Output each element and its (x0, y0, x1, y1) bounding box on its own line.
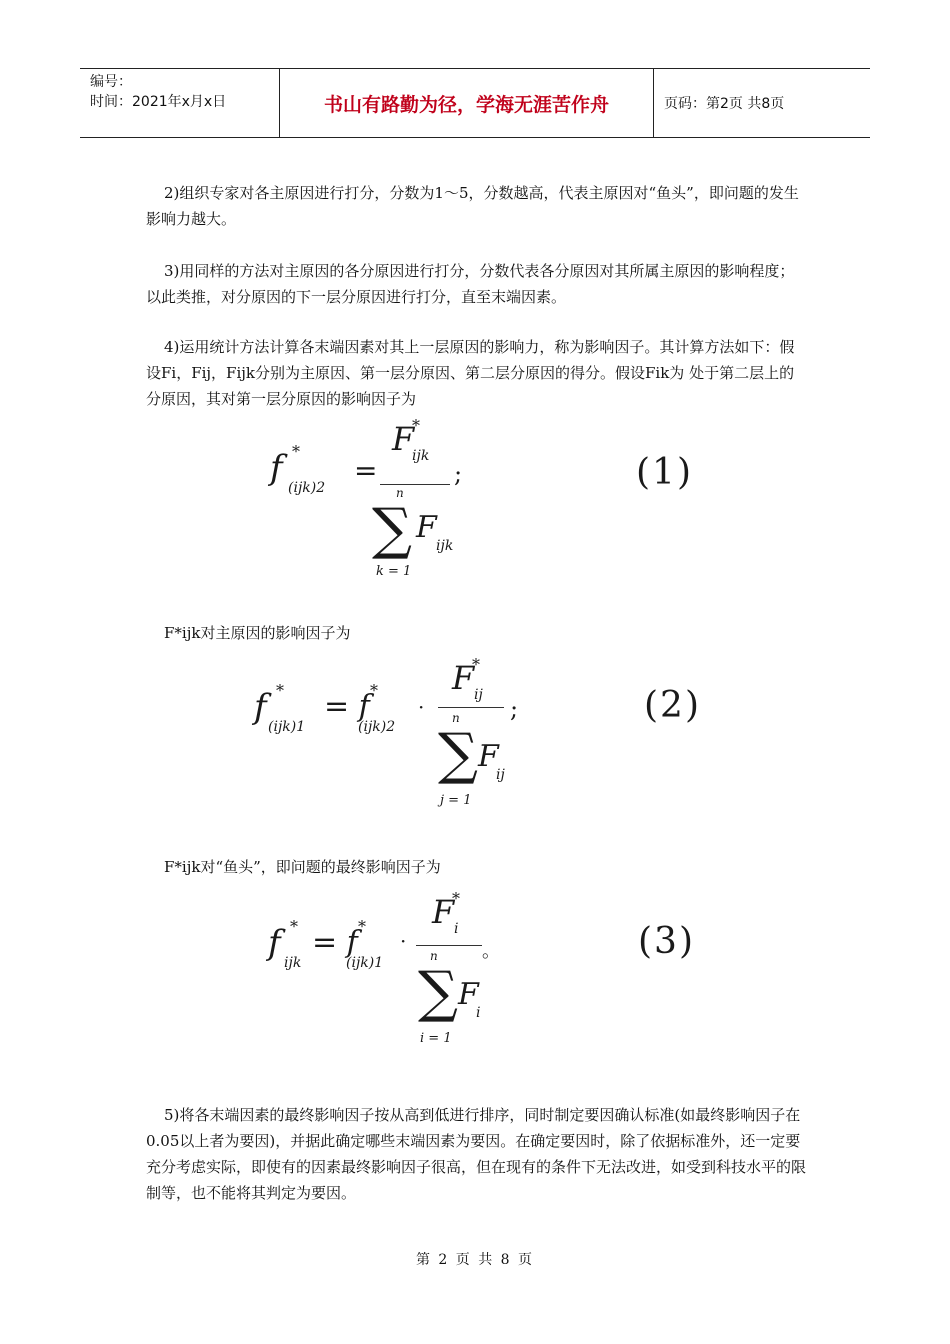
formula-2: f * (ijk)1 = f * (ijk)2 · F * ij n ∑ F ij j = 1 ; (2) (254, 655, 701, 808)
formula-number-3: (3) (638, 921, 695, 962)
sigma-symbol: ∑ (372, 497, 412, 562)
paragraph-step-5: 5)将各末端因素的最终影响因子按从高到低进行排序，同时制定要因确认标准(如最终影响因子在0.05以上者为要因)，并据此确定哪些末端因素为要因。在确定要因时，除了依据标准外，还一定要充分考虑实际，即使有的因素最终影响因子很高，但在现有的条件下无法改进，如受到科技水平的限制等，也不能将其判定为要因。 (146, 1106, 807, 1202)
paragraph-step-3: 3)用同样的方法对主原因的各分原因进行打分，分数代表各分原因对其所属主原因的影响程度；以此类推，对分原因的下一层分原因进行打分，直至末端因素。 (146, 262, 795, 306)
formula-number-2: (2) (644, 685, 701, 726)
sigma-symbol: ∑ (438, 722, 478, 787)
formula-number-1: (1) (636, 452, 693, 493)
page-footer: 第 2 页 共 8 页 (415, 1252, 535, 1268)
serial-label: 编号： (90, 74, 132, 90)
paragraph-formula-2-intro: F*ijk对主原因的影响因子为 (164, 624, 351, 642)
header-motto: 书山有路勤为径，学海无涯苦作舟 (280, 69, 654, 137)
paragraph-formula-3-intro: F*ijk对“鱼头”，即问题的最终影响因子为 (164, 858, 441, 876)
header-meta (80, 69, 280, 137)
formula-3: f * ijk = f * (ijk)1 · F * i n ∑ F i i = 1 。 (3) (268, 889, 695, 1046)
paragraph-step-2: 2)组织专家对各主原因进行打分，分数为1～5，分数越高，代表主原因对“鱼头”，即问题的发生影响力越大。 (146, 184, 799, 228)
sigma-symbol: ∑ (418, 960, 458, 1025)
time-label: 时间：2021年x月x日 (90, 94, 227, 110)
header-page-info: 页码：第2页 共8页 (664, 96, 785, 112)
formula-1: f * (ijk)2 = F * ijk n ∑ F ijk k = 1 ; (1) (270, 416, 693, 579)
page-header (80, 68, 870, 138)
paragraph-step-4: 4)运用统计方法计算各末端因素对其上一层原因的影响力，称为影响因子。其计算方法如下：假设Fi，Fij，Fijk分别为主原因、第一层分原因、第二层分原因的得分。假设Fik为 处于第二层上的分原因，其对第一层分原因的影响因子为 (146, 338, 795, 408)
